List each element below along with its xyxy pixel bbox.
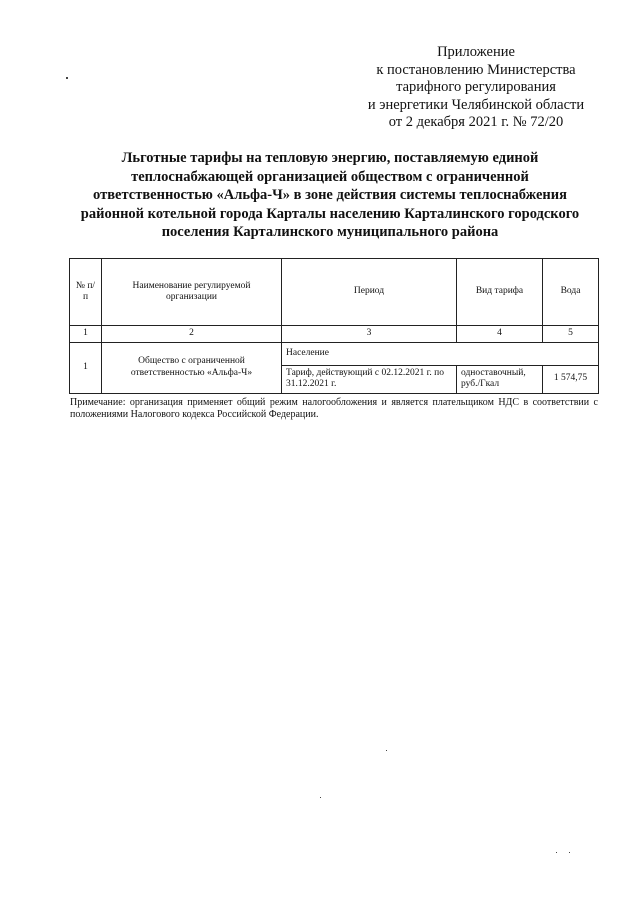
column-number: 3	[282, 326, 457, 343]
header-water: Вода	[543, 259, 599, 326]
appendix-line: Приложение	[437, 44, 515, 60]
scan-speck	[66, 77, 68, 79]
title-line: Льготные тарифы на тепловую энергию, поставляемую единой	[121, 150, 539, 166]
appendix-line: тарифного регулирования	[396, 79, 556, 95]
table-row	[70, 342, 599, 365]
scan-speck	[386, 750, 387, 751]
header-num: № п/п	[70, 259, 102, 326]
table-header-row	[70, 259, 599, 326]
tariff-table	[69, 258, 599, 394]
column-number-row	[70, 326, 599, 343]
header-tariff-type: Вид тарифа	[457, 259, 543, 326]
title-line: ответственностью «Альфа-Ч» в зоне действия системы теплоснабжения	[93, 187, 567, 203]
row-org: Общество с ограниченной ответственностью «Альфа-Ч»	[102, 342, 282, 393]
title-line: поселения Карталинского муниципального района	[161, 224, 499, 240]
column-number: 5	[543, 326, 599, 343]
row-period: Тариф, действующий с 02.12.2021 г. по 31.12.2021 г.	[282, 365, 457, 393]
column-number: 1	[70, 326, 102, 343]
scan-speck	[569, 852, 570, 853]
row-tariff-type: одноставочный, руб./Гкал	[457, 365, 543, 393]
scan-speck	[320, 797, 321, 798]
header-period: Период	[282, 259, 457, 326]
row-water-value: 1 574,75	[543, 365, 599, 393]
row-group-label: Население	[282, 342, 599, 365]
title-line: районной котельной города Карталы населению Карталинского городского	[80, 205, 580, 222]
document-title	[60, 149, 600, 242]
appendix-line: к постановлению Министерства	[376, 61, 576, 78]
column-number: 2	[102, 326, 282, 343]
scan-speck	[556, 852, 557, 853]
footnote: Примечание: организация применяет общий режим налогообложения и является плательщиком НДС в соответствии с положениями Налогового кодекса Российской Федерации.	[70, 397, 598, 420]
column-number: 4	[457, 326, 543, 343]
appendix-line: и энергетики Челябинской области	[367, 96, 585, 113]
row-num: 1	[70, 342, 102, 393]
appendix-line: от 2 декабря 2021 г. № 72/20	[388, 114, 564, 130]
title-line: теплоснабжающей организацией обществом с ограниченной	[131, 168, 529, 185]
appendix-block	[330, 44, 622, 132]
header-org: Наименование регулируемой организации	[102, 259, 282, 326]
